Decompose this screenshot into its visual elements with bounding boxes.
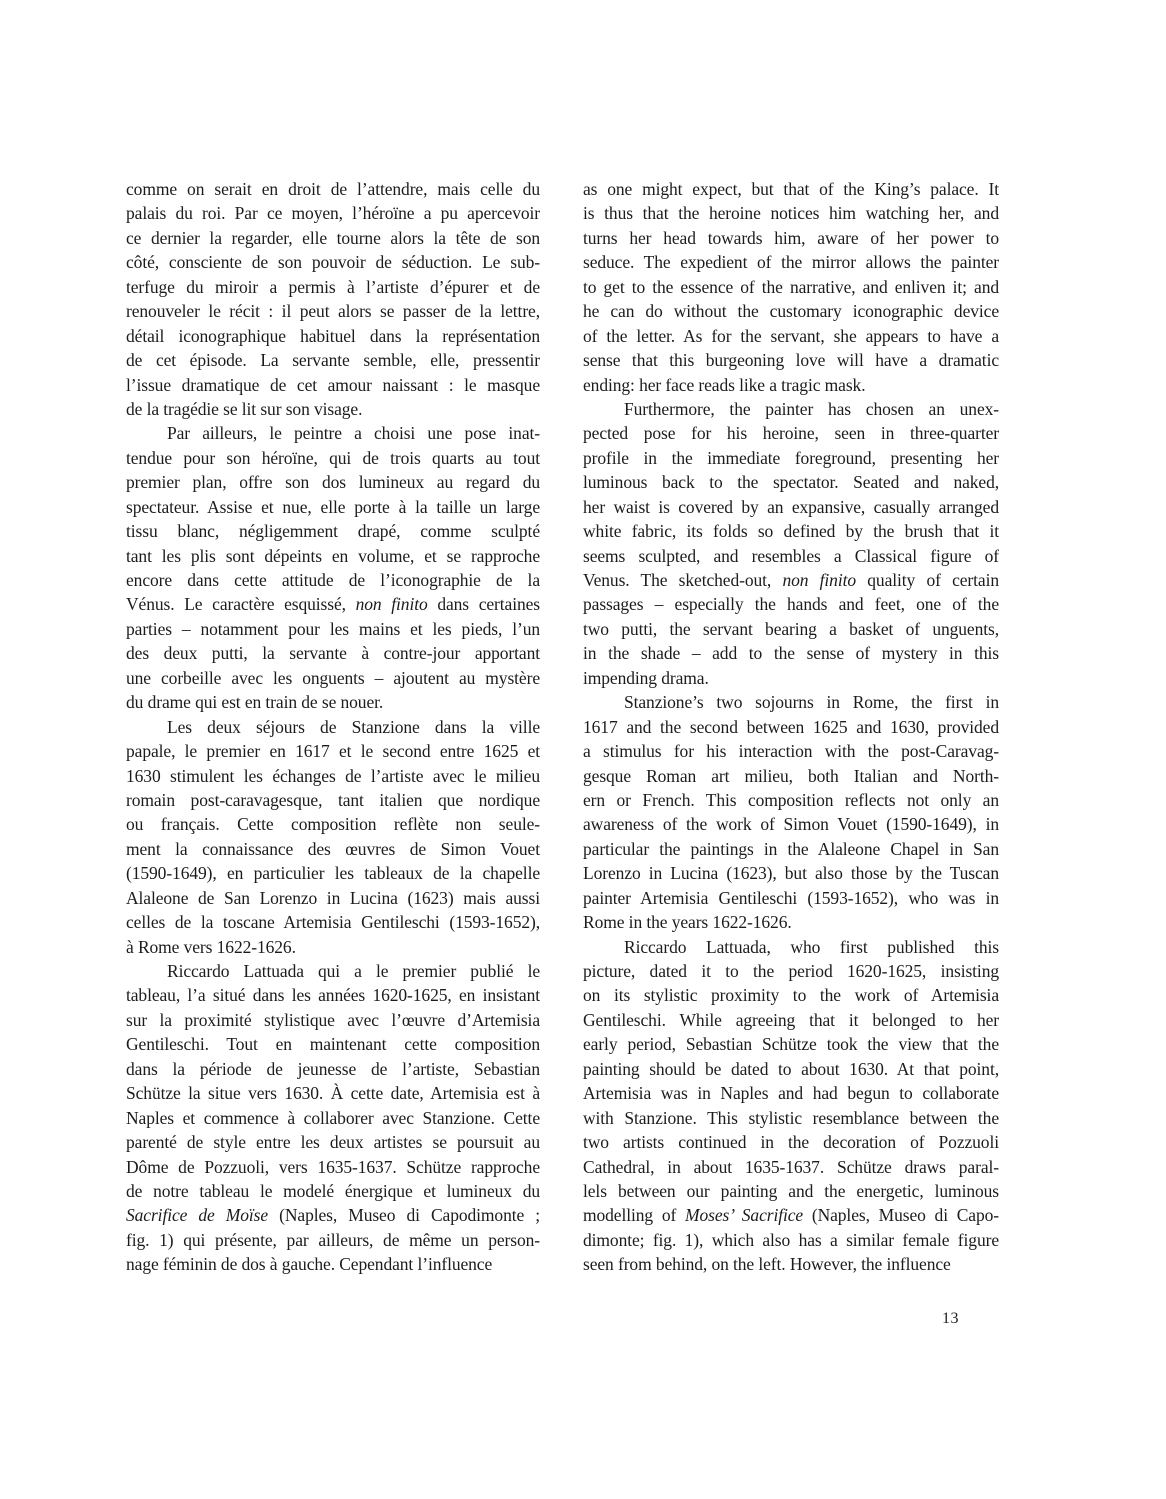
text-line: tendue pour son héroïne, qui de trois quarts au tout bbox=[126, 447, 540, 468]
text-line: de cet épisode. La servante semble, elle, pressentir bbox=[126, 350, 540, 371]
italic-text: non finito bbox=[782, 570, 857, 590]
text-line: Par ailleurs, le peintre a choisi une pose inat- bbox=[167, 423, 540, 444]
text-line: painter Artemisia Gentileschi (1593-1652), who was in bbox=[583, 887, 999, 908]
text-line: parenté de style entre les deux artistes se poursuit au bbox=[126, 1132, 540, 1153]
paragraph bbox=[583, 690, 999, 934]
italic-text: Sacrifice de Moïse bbox=[126, 1205, 269, 1226]
text-line: terfuge du miroir a permis à l’artiste d’épurer et de bbox=[126, 276, 540, 297]
text-line: painting should be dated to about 1630. At that point, bbox=[583, 1058, 999, 1079]
text-line: de la tragédie se lit sur son visage. bbox=[126, 398, 363, 419]
text-line: gesque Roman art milieu, both Italian and North- bbox=[583, 765, 999, 786]
text-line: encore dans cette attitude de l’iconographie de la bbox=[126, 570, 540, 590]
text-line: parties – notamment pour les mains et les pieds, l’un bbox=[126, 618, 540, 639]
text-line: détail iconographique habituel dans la représentation bbox=[126, 325, 540, 346]
text-line: ending: her face reads like a tragic mask. bbox=[583, 374, 866, 395]
text-line: Alaleone de San Lorenzo in Lucina (1623) mais aussi bbox=[126, 887, 540, 908]
text-line: Cathedral, in about 1635-1637. Schütze draws paral- bbox=[583, 1156, 999, 1177]
italic-text: non finito bbox=[355, 594, 428, 615]
paragraph bbox=[126, 959, 540, 1277]
text-line: of the letter. As for the servant, she appears to have a bbox=[583, 325, 999, 346]
text-line: une corbeille avec les onguents – ajoutent au mystère bbox=[126, 667, 540, 688]
text-line: seen from behind, on the left. However, the influence bbox=[583, 1254, 951, 1275]
text-line: ment la connaissance des œuvres de Simon Vouet bbox=[126, 838, 540, 859]
text-line: Gentileschi. Tout en maintenant cette composition bbox=[126, 1034, 540, 1055]
french-text-column bbox=[126, 177, 540, 1277]
text-line: papale, le premier en 1617 et le second entre 1625 et bbox=[126, 741, 540, 762]
text-line: premier plan, offre son dos lumineux au regard du bbox=[126, 472, 540, 493]
text-line: Furthermore, the painter has chosen an unex- bbox=[624, 398, 999, 419]
paragraph bbox=[583, 397, 999, 690]
text-line: passages – especially the hands and feet, one of the bbox=[583, 594, 999, 615]
text-line: du drame qui est en train de se nouer. bbox=[126, 692, 384, 713]
text-line: Les deux séjours de Stanzione dans la ville bbox=[167, 716, 540, 737]
text-line: awareness of the work of Simon Vouet (1590-1649), in bbox=[583, 814, 999, 835]
text-line: Dôme de Pozzuoli, vers 1635-1637. Schütze rapproche bbox=[126, 1156, 540, 1177]
text-line: luminous back to the spectator. Seated and naked, bbox=[583, 472, 999, 493]
text-line: early period, Sebastian Schütze took the view that the bbox=[583, 1034, 999, 1055]
text-line: two artists continued in the decoration of Pozzuoli bbox=[583, 1132, 999, 1153]
text-line: renouveler le récit : il peut alors se passer de la lettre, bbox=[126, 301, 540, 322]
text-line: des deux putti, la servante à contre-jour apportant bbox=[126, 643, 540, 664]
text-line: to get to the essence of the narrative, and enliven it; and bbox=[583, 276, 999, 297]
text-line: seems sculpted, and resembles a Classical figure of bbox=[583, 545, 999, 566]
text-line: on its stylistic proximity to the work of Artemisia bbox=[583, 985, 999, 1006]
text-line: modelling of Moses’ Sacrifice (Naples, Museo di Capo- bbox=[583, 1205, 999, 1226]
text-line: Lorenzo in Lucina (1623), but also those by the Tuscan bbox=[583, 863, 999, 884]
text-line: pected pose for his heroine, seen in three-quarter bbox=[583, 423, 999, 444]
text-line: tant les plis sont dépeints en volume, et se rapproche bbox=[126, 545, 540, 566]
text-line: Riccardo Lattuada, who first published this bbox=[624, 936, 999, 957]
text-line: à Rome vers 1622-1626. bbox=[126, 936, 296, 957]
text-line: particular the paintings in the Alaleone Chapel in San bbox=[583, 838, 999, 859]
text-line: Riccardo Lattuada qui a le premier publié le bbox=[167, 961, 540, 981]
paragraph bbox=[583, 177, 999, 397]
text-line: de notre tableau le modelé énergique et lumineux du bbox=[126, 1180, 540, 1201]
text-line: tableau, l’a situé dans les années 1620-1625, en insistant bbox=[126, 985, 540, 1006]
text-line: profile in the immediate foreground, presenting her bbox=[583, 447, 999, 468]
text-line: tissu blanc, négligemment drapé, comme sculpté bbox=[126, 521, 540, 542]
text-line: in the shade – add to the sense of mystery in this bbox=[583, 643, 999, 664]
text-line: picture, dated it to the period 1620-1625, insisting bbox=[583, 961, 999, 981]
text-line: seduce. The expedient of the mirror allows the painter bbox=[583, 252, 999, 273]
text-line: 1617 and the second between 1625 and 1630, provided bbox=[583, 716, 999, 737]
text-line: dimonte; fig. 1), which also has a similar female figure bbox=[583, 1229, 999, 1250]
text-line: ern or French. This composition reflects not only an bbox=[583, 789, 999, 810]
text-line: lels between our painting and the energetic, luminous bbox=[583, 1180, 999, 1201]
text-line: sur la proximité stylistique avec l’œuvre d’Artemisia bbox=[126, 1009, 540, 1030]
text-line: Sacrifice de Moïse (Naples, Museo di Capodimonte ; bbox=[126, 1205, 540, 1226]
text-line: with Stanzione. This stylistic resemblance between the bbox=[583, 1107, 999, 1128]
text-line: comme on serait en droit de l’attendre, mais celle du bbox=[126, 179, 540, 199]
text-line: palais du roi. Par ce moyen, l’héroïne a pu apercevoir bbox=[126, 203, 540, 224]
text-line: spectateur. Assise et nue, elle porte à la taille un large bbox=[126, 496, 540, 517]
english-text-column bbox=[583, 177, 999, 1277]
text-line: Naples et commence à collaborer avec Stanzione. Cette bbox=[126, 1107, 540, 1128]
page-number: 13 bbox=[942, 1310, 959, 1327]
text-line: Venus. The sketched-out, non finito quality of certain bbox=[583, 570, 999, 590]
text-line: nage féminin de dos à gauche. Cependant l’influence bbox=[126, 1254, 493, 1275]
text-line: Stanzione’s two sojourns in Rome, the first in bbox=[624, 692, 999, 713]
paragraph bbox=[126, 421, 540, 714]
text-line: romain post-caravagesque, tant italien que nordique bbox=[126, 789, 540, 810]
italic-text: Moses’ Sacrifice bbox=[685, 1205, 804, 1226]
text-line: is thus that the heroine notices him watching her, and bbox=[583, 203, 999, 224]
text-line: 1630 stimulent les échanges de l’artiste avec le milieu bbox=[126, 765, 540, 786]
paragraph bbox=[583, 935, 999, 1277]
text-line: he can do without the customary iconographic device bbox=[583, 301, 999, 322]
paragraph bbox=[126, 715, 540, 959]
text-line: two putti, the servant bearing a basket of unguents, bbox=[583, 618, 999, 639]
text-line: as one might expect, but that of the King’s palace. It bbox=[583, 179, 999, 199]
text-line: Rome in the years 1622-1626. bbox=[583, 912, 792, 933]
text-line: a stimulus for his interaction with the post-Caravag- bbox=[583, 741, 999, 762]
text-line: turns her head towards him, aware of her power to bbox=[583, 227, 999, 248]
text-line: impending drama. bbox=[583, 667, 709, 688]
text-line: Vénus. Le caractère esquissé, non finito dans certaines bbox=[126, 594, 540, 615]
text-line: côté, consciente de son pouvoir de séduction. Le sub- bbox=[126, 252, 540, 273]
text-line: fig. 1) qui présente, par ailleurs, de même un person- bbox=[126, 1229, 540, 1250]
text-line: Schütze la situe vers 1630. À cette date, Artemisia est à bbox=[126, 1083, 540, 1104]
text-line: sense that this burgeoning love will have a dramatic bbox=[583, 350, 999, 371]
text-line: white fabric, its folds so defined by the brush that it bbox=[583, 521, 999, 542]
text-line: ce dernier la regarder, elle tourne alors la tête de son bbox=[126, 227, 540, 248]
text-line: Gentileschi. While agreeing that it belonged to her bbox=[583, 1009, 999, 1030]
text-line: dans la période de jeunesse de l’artiste, Sebastian bbox=[126, 1058, 540, 1079]
text-line: Artemisia was in Naples and had begun to collaborate bbox=[583, 1083, 999, 1104]
text-line: her waist is covered by an expansive, casually arranged bbox=[583, 496, 999, 517]
text-line: ou français. Cette composition reflète non seule- bbox=[126, 814, 540, 835]
text-line: celles de la toscane Artemisia Gentileschi (1593-1652), bbox=[126, 912, 540, 933]
text-line: (1590-1649), en particulier les tableaux de la chapelle bbox=[126, 863, 540, 884]
paragraph bbox=[126, 177, 540, 421]
text-line: l’issue dramatique de cet amour naissant : le masque bbox=[126, 374, 540, 395]
